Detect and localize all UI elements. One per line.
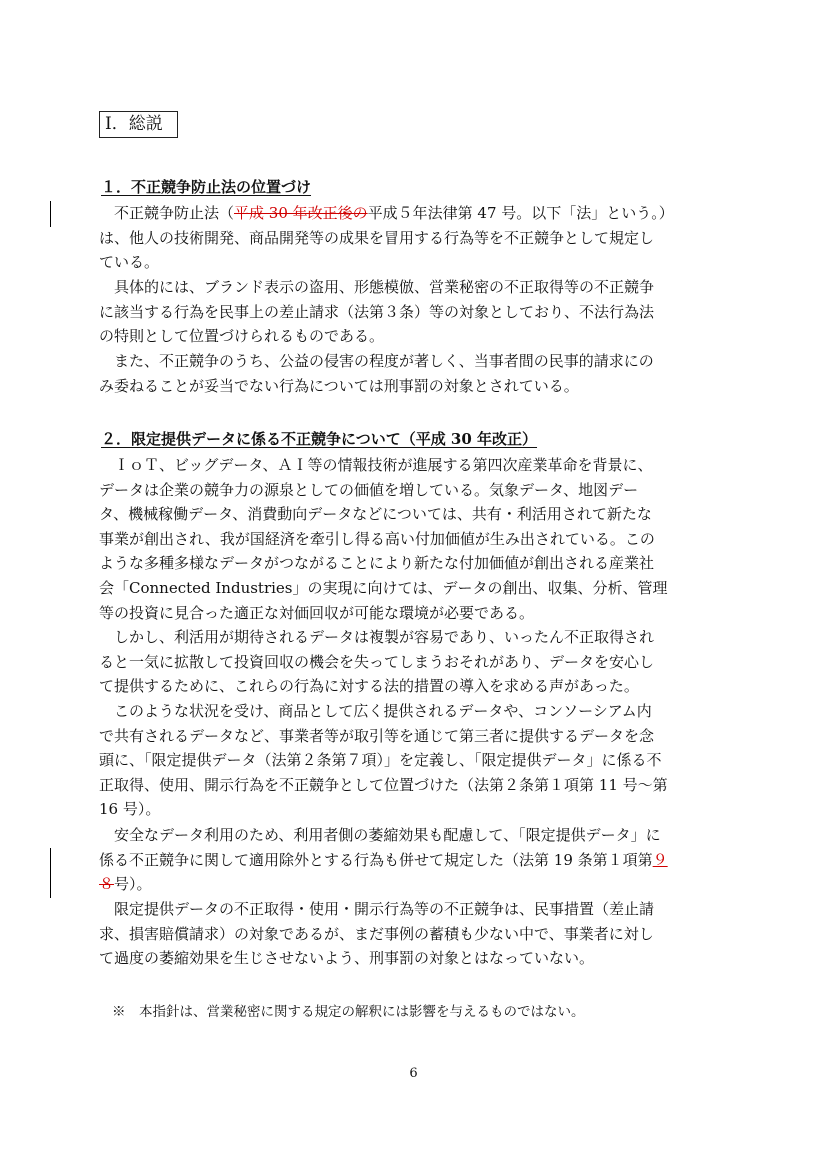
paragraph-line: で共有されるデータなど、事業者等が取引等を通じて第三者に提供するデータを念 <box>99 726 655 745</box>
inserted-text: ９ <box>652 850 668 869</box>
paragraph-line: 16 号）。 <box>99 800 161 819</box>
paragraph-line: は、他人の技術開発、商品開発等の成果を冒用する行為等を不正競争として規定し <box>99 228 655 247</box>
section-1-paragraph-3 <box>99 349 725 398</box>
section-1-paragraph-2 <box>99 275 725 349</box>
section-1-heading: １．不正競争防止法の位置づけ <box>101 178 312 196</box>
paragraph-line: み委ねることが妥当でない行為については刑事罰の対象とされている。 <box>99 376 579 395</box>
paragraph-line: て提供するために、これらの行為に対する法的措置の導入を求める声があった。 <box>99 677 639 696</box>
text-run: 係る不正競争に関して適用除外とする行為も併せて規定した（法第 19 条第１項第 <box>99 850 653 869</box>
paragraph-line: 事業が創出され、我が国経済を牽引し得る高い付加価値が生み出されている。この <box>99 529 655 548</box>
paragraph-line <box>99 872 725 897</box>
paragraph-line: データは企業の競争力の源泉としての価値を増している。気象データ、地図デー <box>99 480 639 499</box>
deleted-text: ８ <box>99 875 115 894</box>
paragraph-line: 正取得、使用、開示行為を不正競争として位置づけた（法第２条第１項第 11 号～第 <box>99 775 668 794</box>
section-2-paragraph-5 <box>99 897 725 971</box>
paragraph-line: 会「Connected Industries」の実現に向けては、データの創出、収集、分析、管理 <box>99 578 668 597</box>
section-2-paragraph-3 <box>99 699 725 822</box>
section-1-paragraph-1 <box>99 201 725 275</box>
section-2-paragraph-4 <box>99 823 725 897</box>
revision-change-bar <box>50 848 51 898</box>
text-run: 平成５年法律第 47 号。以下「法」という。） <box>367 204 674 222</box>
paragraph-line: ような多種多様なデータがつながることにより新たな付加価値が創出される産業社 <box>99 554 655 573</box>
paragraph-line: このような状況を受け、商品として広く提供されるデータや、コンソーシアム内 <box>114 702 652 720</box>
paragraph-line: 具体的には、ブランド表示の盗用、形態模倣、営業秘密の不正取得等の不正競争 <box>114 278 655 296</box>
text-run: 不正競争防止法（ <box>114 204 235 222</box>
paragraph-line: ている。 <box>99 253 160 272</box>
paragraph-line: て過度の萎縮効果を生じさせないよう、刑事罰の対象とはなっていない。 <box>99 949 595 968</box>
paragraph-line <box>99 848 725 873</box>
revision-change-bar <box>50 201 51 227</box>
paragraph-line: また、不正競争のうち、公益の侵害の程度が著しく、当事者間の民事的請求にの <box>114 352 654 370</box>
paragraph-line: に該当する行為を民事上の差止請求（法第３条）等の対象としており、不法行為法 <box>99 302 655 321</box>
paragraph-line: 頭に、「限定提供データ（法第２条第７項）」を定義し、「限定提供データ」に係る不 <box>99 751 662 770</box>
note-text: ※ 本指針は、営業秘密に関する規定の解釈には影響を与えるものではない。 <box>112 1004 585 1020</box>
section-2-paragraph-2 <box>99 625 725 699</box>
paragraph-line: 求、損害賠償請求）の対象であるが、まだ事例の蓄積も少ない中で、事業者に対し <box>99 924 654 943</box>
paragraph-line: しかし、利活用が期待されるデータは複製が容易であり、いったん不正取得され <box>114 628 655 646</box>
paragraph-line: タ、機械稼働データ、消費動向データなどについては、共有・利活用されて新たな <box>99 505 652 524</box>
paragraph-line: ＩｏＴ、ビッグデータ、ＡＩ等の情報技術が進展する第四次産業革命を背景に、 <box>114 456 653 474</box>
paragraph-line: の特則として位置づけられるものである。 <box>99 327 385 346</box>
paragraph-line: ると一気に拡散して投資回収の機会を失ってしまうおそれがあり、データを安心し <box>99 652 655 671</box>
paragraph-line: 等の投資に見合った適正な対価回収が可能な環境が必要である。 <box>99 603 535 622</box>
paragraph-line <box>99 201 725 226</box>
paragraph-line: 安全なデータ利用のため、利用者側の萎縮効果も配慮して、「限定提供データ」に <box>114 826 661 844</box>
chapter-title: Ⅰ．総説 <box>99 111 178 138</box>
section-2-heading: ２．限定提供データに係る不正競争について（平成 30 年改正） <box>101 430 538 448</box>
section-2-paragraph-1 <box>99 453 725 625</box>
text-run: 号）。 <box>114 875 152 894</box>
paragraph-line: 限定提供データの不正取得・使用・開示行為等の不正競争は、民事措置（差止請 <box>114 900 655 918</box>
page-number: 6 <box>409 1066 418 1081</box>
deleted-text: 平成 30 年改正後の <box>234 204 368 222</box>
